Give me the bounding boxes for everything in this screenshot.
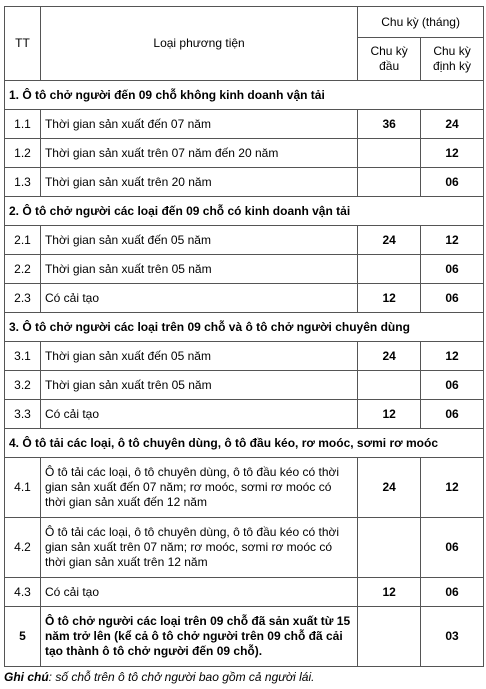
section-title: 4. Ô tô tải các loại, ô tô chuyên dùng, ô tô đầu kéo, rơ moóc, sơmi rơ moóc bbox=[5, 429, 484, 458]
table-row bbox=[5, 284, 484, 313]
row-number: 3.1 bbox=[5, 342, 41, 371]
footnote-label: Ghi chú bbox=[4, 670, 49, 684]
table-row bbox=[5, 139, 484, 168]
first-cycle: 12 bbox=[358, 578, 421, 607]
section-row bbox=[5, 429, 484, 458]
table-row bbox=[5, 400, 484, 429]
periodic-cycle: 06 bbox=[421, 518, 484, 578]
vehicle-type: Có cải tạo bbox=[40, 400, 357, 429]
periodic-cycle: 12 bbox=[421, 226, 484, 255]
row-number: 4.1 bbox=[5, 458, 41, 518]
header-first-cycle: Chu kỳ đầu bbox=[358, 38, 421, 81]
section-title: 1. Ô tô chở người đến 09 chỗ không kinh doanh vận tải bbox=[5, 81, 484, 110]
section-title: 2. Ô tô chở người các loại đến 09 chỗ có kinh doanh vận tải bbox=[5, 197, 484, 226]
row-number: 1.1 bbox=[5, 110, 41, 139]
section-row bbox=[5, 313, 484, 342]
row-number: 2.3 bbox=[5, 284, 41, 313]
table-row bbox=[5, 458, 484, 518]
inspection-cycle-table bbox=[4, 6, 484, 667]
section-title: 3. Ô tô chở người các loại trên 09 chỗ và ô tô chở người chuyên dùng bbox=[5, 313, 484, 342]
periodic-cycle: 06 bbox=[421, 284, 484, 313]
periodic-cycle: 12 bbox=[421, 458, 484, 518]
periodic-cycle: 12 bbox=[421, 139, 484, 168]
row-number: 4.3 bbox=[5, 578, 41, 607]
vehicle-type: Có cải tạo bbox=[40, 284, 357, 313]
section-row bbox=[5, 197, 484, 226]
first-cycle: 24 bbox=[358, 342, 421, 371]
vehicle-type: Thời gian sản xuất trên 20 năm bbox=[40, 168, 357, 197]
row-number: 2.1 bbox=[5, 226, 41, 255]
vehicle-type: Ô tô tải các loại, ô tô chuyên dùng, ô tô đầu kéo có thời gian sản xuất trên 07 năm; rơ moóc, sơmi rơ moóc có thời gian sản xuất trên 12 năm bbox=[40, 518, 357, 578]
footnote bbox=[4, 670, 314, 684]
first-cycle: 36 bbox=[358, 110, 421, 139]
header-periodic-cycle: Chu kỳ định kỳ bbox=[421, 38, 484, 81]
first-cycle: 24 bbox=[358, 458, 421, 518]
vehicle-type: Thời gian sản xuất đến 05 năm bbox=[40, 226, 357, 255]
header-vehicle-type: Loại phương tiện bbox=[40, 7, 357, 81]
first-cycle: 12 bbox=[358, 400, 421, 429]
row-number: 1.3 bbox=[5, 168, 41, 197]
periodic-cycle: 06 bbox=[421, 400, 484, 429]
first-cycle bbox=[358, 371, 421, 400]
vehicle-type: Thời gian sản xuất đến 05 năm bbox=[40, 342, 357, 371]
vehicle-type: Ô tô chở người các loại trên 09 chỗ đã sản xuất từ 15 năm trở lên (kể cả ô tô chở người trên 09 chỗ đã cải tạo thành ô tô chở người đến 09 chỗ). bbox=[40, 607, 357, 667]
periodic-cycle: 24 bbox=[421, 110, 484, 139]
row-number: 3.3 bbox=[5, 400, 41, 429]
first-cycle bbox=[358, 607, 421, 667]
first-cycle bbox=[358, 518, 421, 578]
periodic-cycle: 03 bbox=[421, 607, 484, 667]
table-row bbox=[5, 607, 484, 667]
table-row bbox=[5, 342, 484, 371]
vehicle-type: Thời gian sản xuất trên 05 năm bbox=[40, 371, 357, 400]
vehicle-type: Thời gian sản xuất đến 07 năm bbox=[40, 110, 357, 139]
table-row bbox=[5, 518, 484, 578]
first-cycle bbox=[358, 168, 421, 197]
periodic-cycle: 12 bbox=[421, 342, 484, 371]
header-cycle-months: Chu kỳ (tháng) bbox=[358, 7, 484, 38]
vehicle-type: Ô tô tải các loại, ô tô chuyên dùng, ô tô đầu kéo có thời gian sản xuất đến 07 năm; rơ moóc, sơmi rơ moóc có thời gian sản xuất đến 12 năm bbox=[40, 458, 357, 518]
table-body bbox=[5, 81, 484, 667]
vehicle-type: Có cải tạo bbox=[40, 578, 357, 607]
table-row bbox=[5, 578, 484, 607]
periodic-cycle: 06 bbox=[421, 371, 484, 400]
table-row bbox=[5, 110, 484, 139]
table-row bbox=[5, 226, 484, 255]
table-row bbox=[5, 168, 484, 197]
section-row bbox=[5, 81, 484, 110]
table-row bbox=[5, 371, 484, 400]
row-number: 1.2 bbox=[5, 139, 41, 168]
table-row bbox=[5, 255, 484, 284]
periodic-cycle: 06 bbox=[421, 578, 484, 607]
vehicle-type: Thời gian sản xuất trên 07 năm đến 20 năm bbox=[40, 139, 357, 168]
first-cycle: 12 bbox=[358, 284, 421, 313]
first-cycle: 24 bbox=[358, 226, 421, 255]
periodic-cycle: 06 bbox=[421, 168, 484, 197]
vehicle-type: Thời gian sản xuất trên 05 năm bbox=[40, 255, 357, 284]
row-number: 5 bbox=[5, 607, 41, 667]
row-number: 2.2 bbox=[5, 255, 41, 284]
first-cycle bbox=[358, 139, 421, 168]
row-number: 3.2 bbox=[5, 371, 41, 400]
periodic-cycle: 06 bbox=[421, 255, 484, 284]
first-cycle bbox=[358, 255, 421, 284]
header-tt: TT bbox=[5, 7, 41, 81]
row-number: 4.2 bbox=[5, 518, 41, 578]
footnote-text: : số chỗ trên ô tô chở người bao gồm cả người lái. bbox=[48, 670, 315, 684]
